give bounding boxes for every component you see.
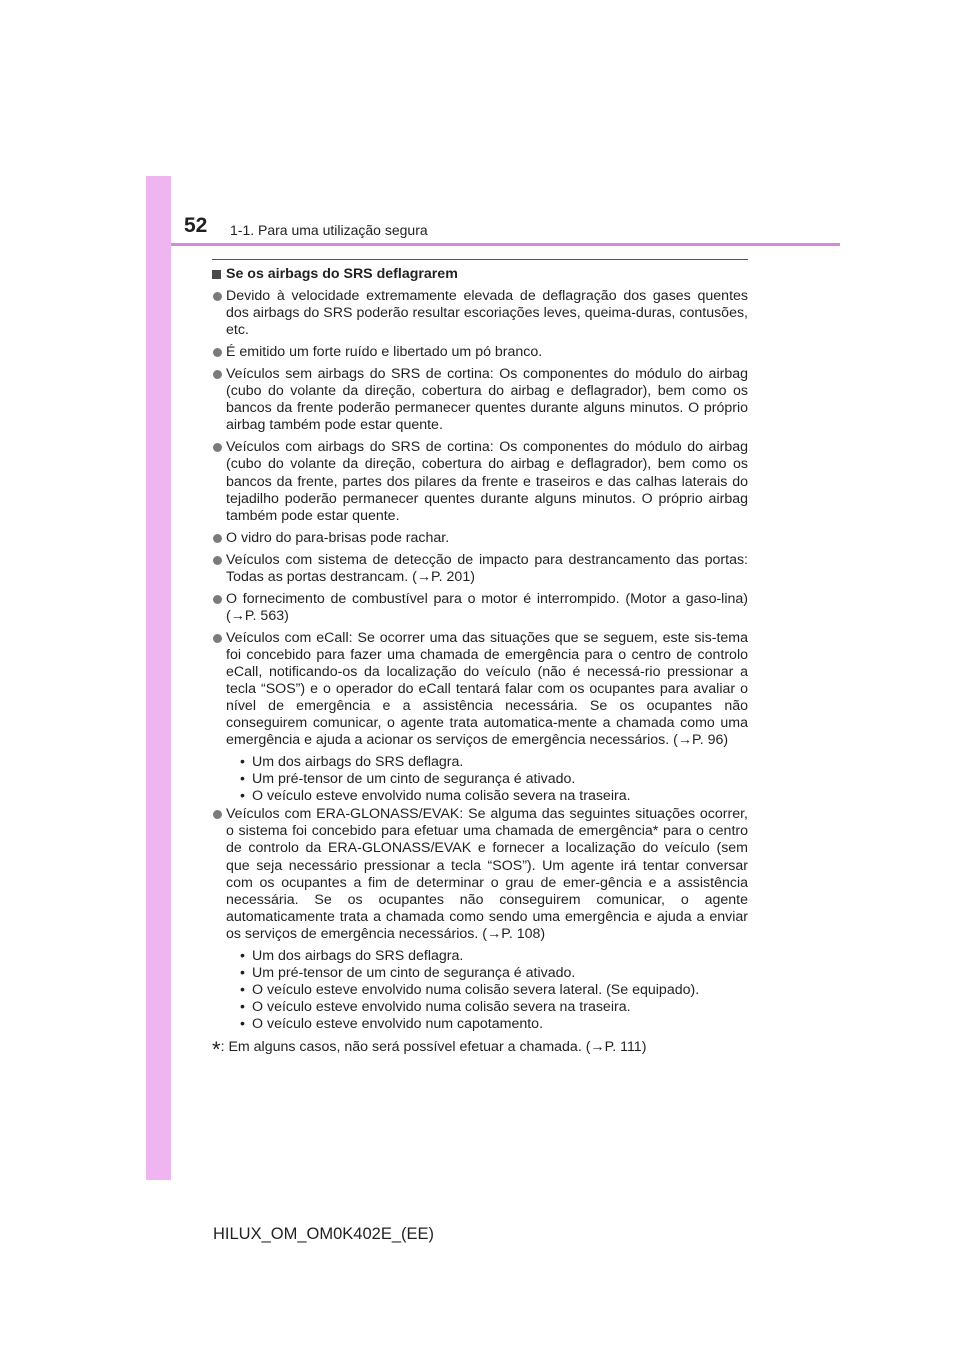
sub-list-item — [240, 788, 748, 805]
round-bullet-icon — [213, 370, 222, 379]
sub-bullet-mark: • — [240, 981, 245, 998]
sub-list-item-text: O veículo esteve envolvido num capotamento. — [252, 1015, 544, 1032]
list-item — [212, 439, 748, 524]
header-rule — [171, 243, 840, 246]
document-code: HILUX_OM_OM0K402E_(EE) — [213, 1225, 435, 1243]
sub-bullet-mark: • — [240, 771, 245, 788]
list-item-text: Veículos sem airbags do SRS de cortina: Os componentes do módulo do airbag (cubo do volante da direção, cobertura do airbag e deflagrador), bem como os bancos da frente poderão permanecer quentes durante alguns minutos. O próprio airbag também pode estar quente. — [226, 366, 748, 434]
list-item — [212, 552, 748, 586]
glonass-conditions-list — [212, 948, 748, 1033]
sub-bullet-mark: • — [240, 964, 245, 981]
sub-bullet-mark: • — [240, 947, 245, 964]
sub-list-item-text: O veículo esteve envolvido numa colisão severa na traseira. — [252, 788, 631, 805]
list-item — [212, 591, 748, 625]
sub-bullet-mark: • — [240, 1015, 245, 1032]
sub-bullet-mark: • — [240, 998, 245, 1015]
sub-list-item — [240, 999, 748, 1016]
list-item — [212, 806, 748, 942]
round-bullet-icon — [213, 556, 222, 565]
sub-list-item-text: Um pré-tensor de um cinto de segurança é ativado. — [252, 771, 576, 788]
sub-list-item-text: O veículo esteve envolvido numa colisão severa na traseira. — [252, 998, 631, 1015]
list-item-text: Veículos com airbags do SRS de cortina: Os componentes do módulo do airbag (cubo do volante da direção, cobertura do airbag e deflagrador), bem como os bancos da frente, partes dos pilares da frente e traseiros e das calhas laterais do tejadilho poderão permanecer quentes durante alguns minutos. O próprio airbag também pode estar quente. — [226, 439, 748, 524]
list-item — [212, 366, 748, 434]
list-item — [212, 630, 748, 749]
list-item — [212, 344, 748, 361]
list-item-text: É emitido um forte ruído e libertado um pó branco. — [226, 344, 543, 361]
square-bullet-icon — [212, 270, 221, 279]
sub-list-item — [240, 982, 748, 999]
sub-list-item-text: Um pré-tensor de um cinto de segurança é ativado. — [252, 964, 576, 981]
sub-list-item — [240, 965, 748, 982]
list-item-text: Veículos com eCall: Se ocorrer uma das situações que se seguem, este sis-tema foi concebido para fazer uma chamada de emergência para o centro de controlo eCall, notificando-os da localização do veículo (não é necessá-rio pressionar a tecla “SOS”) e o operador do eCall tentará falar com os ocupantes para avaliar o nível de emergência e a assistência necessária. Se os ocupantes não conseguirem comunicar, o agente trata automatica-mente a chamada como uma emergência e ajuda a acionar os serviços de emergência necessários. (→P. 96) — [226, 629, 748, 749]
round-bullet-icon — [213, 634, 222, 643]
round-bullet-icon — [213, 348, 222, 357]
round-bullet-icon — [213, 292, 222, 301]
sub-list-item — [240, 754, 748, 771]
sub-list-item — [240, 948, 748, 965]
round-bullet-icon — [213, 595, 222, 604]
sub-bullet-mark: • — [240, 754, 245, 771]
list-item-text: Veículos com ERA-GLONASS/EVAK: Se alguma das seguintes situações ocorrer, o sistema foi concebido para efetuar uma chamada de emergência* para o centro de controlo da ERA-GLONASS/EVAK e fornecer a localização do veículo (sem que seja necessário pressionar a tecla “SOS”). Um agente irá tentar conversar com os ocupantes a fim de determinar o grau de emer-gência e a assistência necessária. Se os ocupantes não conseguirem comunicar, o agente automaticamente trata a chamada como sendo uma emergência e ajuda a enviar os serviços de emergência necessários. (→P. 108) — [226, 806, 748, 942]
list-item-text: Devido à velocidade extremamente elevada de deflagração dos gases quentes dos airbags do SRS poderão resultar escoriações leves, queima-duras, contusões, etc. — [226, 288, 748, 339]
page-side-tab — [146, 176, 171, 1180]
sub-list-item-text: Um dos airbags do SRS deflagra. — [252, 754, 464, 771]
footnote-text: : Em alguns casos, não será possível efetuar a chamada. (→P. 111) — [220, 1038, 647, 1055]
list-item-text: O vidro do para-brisas pode rachar. — [226, 529, 450, 546]
list-item-text: Veículos com sistema de detecção de impacto para destrancamento das portas: Todas as portas destrancam. (→P. 201) — [226, 551, 748, 585]
list-item — [212, 530, 748, 547]
footnote-asterisk: * — [212, 1036, 221, 1062]
round-bullet-icon — [213, 443, 222, 452]
section-heading — [212, 266, 748, 283]
round-bullet-icon — [213, 534, 222, 543]
sub-list-item-text: Um dos airbags do SRS deflagra. — [252, 947, 464, 964]
content-divider — [212, 259, 748, 260]
section-title: 1-1. Para uma utilização segura — [230, 222, 428, 238]
sub-list-item-text: O veículo esteve envolvido numa colisão severa lateral. (Se equipado). — [252, 981, 700, 998]
ecall-conditions-list — [212, 754, 748, 805]
round-bullet-icon — [213, 810, 222, 819]
sub-list-item — [240, 771, 748, 788]
list-item — [212, 288, 748, 339]
list-item-text: O fornecimento de combustível para o motor é interrompido. (Motor a gaso-lina) (→P. 563) — [226, 590, 748, 624]
page-number: 52 — [184, 214, 208, 237]
sub-list-item — [240, 1016, 748, 1033]
sub-bullet-mark: • — [240, 788, 245, 805]
section-heading-text: Se os airbags do SRS deflagrarem — [226, 266, 458, 282]
footnote — [212, 1036, 748, 1062]
content-body — [212, 266, 748, 1062]
